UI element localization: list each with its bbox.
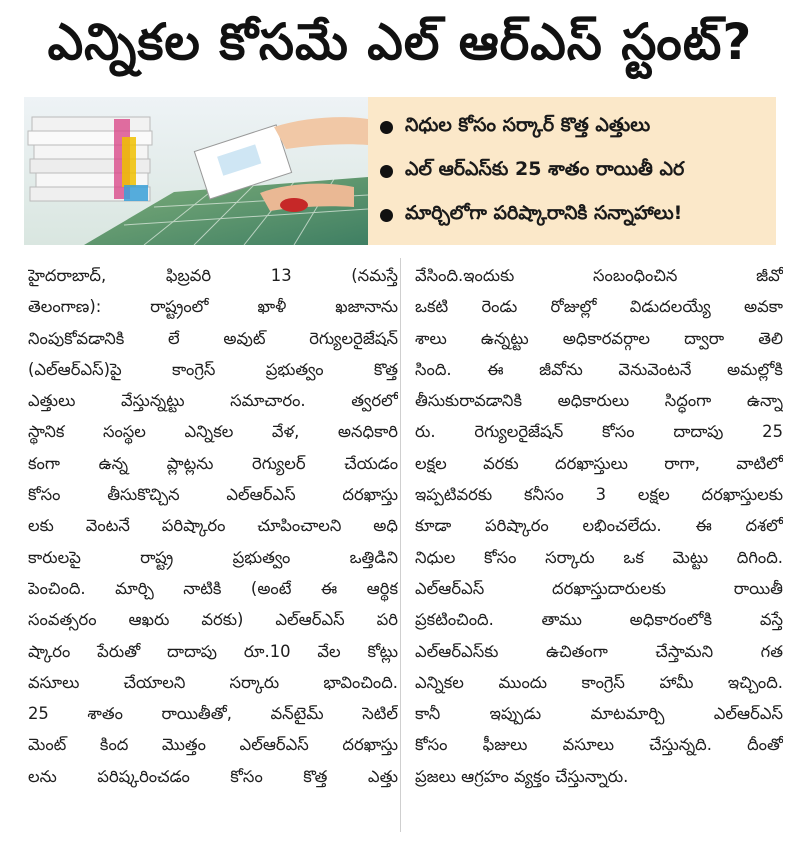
article-line: రు. రెగ్యులరైజేషన్ కోసం దాదాపు 25 — [415, 422, 783, 442]
news-photo — [24, 97, 368, 245]
article-line: ప్రజలు ఆగ్రహం వ్యక్తం చేస్తున్నారు. — [415, 766, 629, 786]
article-line: వసూలు చేయాలని సర్కారు భావించింది. — [28, 672, 398, 692]
article-line: కోసం తీసుకొచ్చిన ఎల్ఆర్ఎస్ దరఖాస్తు — [28, 485, 398, 505]
bullet-icon — [380, 165, 393, 178]
article-line: కారులపై రాష్ట్ర ప్రభుత్వం ఒత్తిడిని — [28, 547, 398, 567]
article-line: కంగా ఉన్న ప్లాట్లను రెగ్యులర్ చేయడం — [28, 453, 398, 473]
highlight-banner — [24, 97, 776, 245]
article-line: ఎల్ఆర్ఎస్‌కు ఉచితంగా చేస్తామని గత — [415, 641, 783, 661]
highlight-text: మార్చిలోగా పరిష్కారానికి సన్నాహాలు! — [405, 201, 683, 224]
article-line: లను పరిష్కరించడం కోసం కొత్త ఎత్తు — [28, 766, 398, 786]
highlight-text: నిధుల కోసం సర్కార్ కొత్త ఎత్తులు — [405, 113, 651, 136]
article-line: ఒకటి రెండు రోజుల్లో విడుదలయ్యే అవకా — [415, 297, 783, 317]
article-line: తీసుకురావడానికి అధికారులు సిద్ధంగా ఉన్నా — [415, 391, 783, 411]
article-line: వేసింది.ఇందుకు సంబంధించిన జీవో — [415, 266, 783, 285]
highlight-item — [380, 193, 772, 237]
article-line: తెలంగాణ): రాష్ట్రంలో ఖాళీ ఖజానాను — [28, 297, 398, 317]
article-line: హైదరాబాద్, ఫిబ్రవరి 13 (నమస్తే — [28, 266, 398, 285]
headline: ఎన్నికల కోసమే ఎల్ ఆర్ఎస్ స్టంట్? — [47, 12, 753, 71]
article-column-right — [415, 260, 783, 792]
bullet-icon — [380, 209, 393, 222]
article-line: కానీ ఇప్పుడు మాటమార్చి ఎల్ఆర్ఎస్ — [415, 704, 783, 724]
article-line: సింది. ఈ జీవోను వెనువెంటనే అమల్లోకి — [415, 359, 783, 379]
article-line: ఎల్ఆర్ఎస్ దరఖాస్తుదారులకు రాయితీ — [415, 578, 783, 598]
article-line: మెంట్ కింద మొత్తం ఎల్ఆర్ఎస్ దరఖాస్తు — [28, 735, 398, 755]
article-line: లక్షల వరకు దరఖాస్తులు రాగా, వాటిలో — [415, 453, 783, 473]
article-line: (ఎల్ఆర్ఎస్)పై కాంగ్రెస్ ప్రభుత్వం కొత్త — [28, 359, 398, 379]
article-line: ప్రకటించింది. తాము అధికారంలోకి వస్తే — [415, 610, 783, 630]
article-column-left — [28, 260, 398, 792]
article-line: కూడా పరిష్కారం లభించలేదు. ఈ దశలో — [415, 516, 783, 536]
article-line: నిధుల కోసం సర్కారు ఒక మెట్టు దిగింది. — [415, 547, 783, 567]
column-divider — [400, 258, 401, 832]
bullet-icon — [380, 121, 393, 134]
article-line: స్థానిక సంస్థల ఎన్నికల వేళ, అనధికారి — [28, 422, 398, 442]
article-line: లకు వెంటనే పరిష్కారం చూపించాలని అధి — [28, 516, 398, 536]
article-line: పెంచింది. మార్చి నాటికి (అంటే ఈ ఆర్థిక — [28, 578, 398, 598]
article-line: కోసం ఫీజులు వసూలు చేస్తున్నది. దీంతో — [415, 735, 783, 755]
article-line: ఎత్తులు వేస్తున్నట్టు సమాచారం. త్వరలో — [28, 391, 398, 411]
article-line: ఇప్పటివరకు కనీసం 3 లక్షల దరఖాస్తులకు — [415, 485, 783, 505]
article-line: శాలు ఉన్నట్టు అధికారవర్గాల ద్వారా తెలి — [415, 328, 783, 348]
article-line: ఎన్నికల ముందు కాంగ్రెస్ హామీ ఇచ్చింది. — [415, 672, 783, 692]
article-line: నింపుకోవడానికి లే అవుట్ రెగ్యులరైజేషన్ — [28, 328, 398, 348]
article-line: 25 శాతం రాయితీతో, వన్‌టైమ్ సెటిల్ — [28, 704, 398, 724]
article-line: సంవత్సరం ఆఖరు వరకు) ఎల్ఆర్ఎస్ పరి — [28, 610, 398, 630]
highlight-item — [380, 149, 772, 193]
highlight-list — [380, 105, 772, 237]
article-line: ష్కారం పేరుతో దాదాపు రూ.10 వేల కోట్లు — [28, 641, 398, 661]
highlight-text: ఎల్ ఆర్ఎస్‌కు 25 శాతం రాయితీ ఎర — [405, 157, 685, 180]
highlight-item — [380, 105, 772, 149]
